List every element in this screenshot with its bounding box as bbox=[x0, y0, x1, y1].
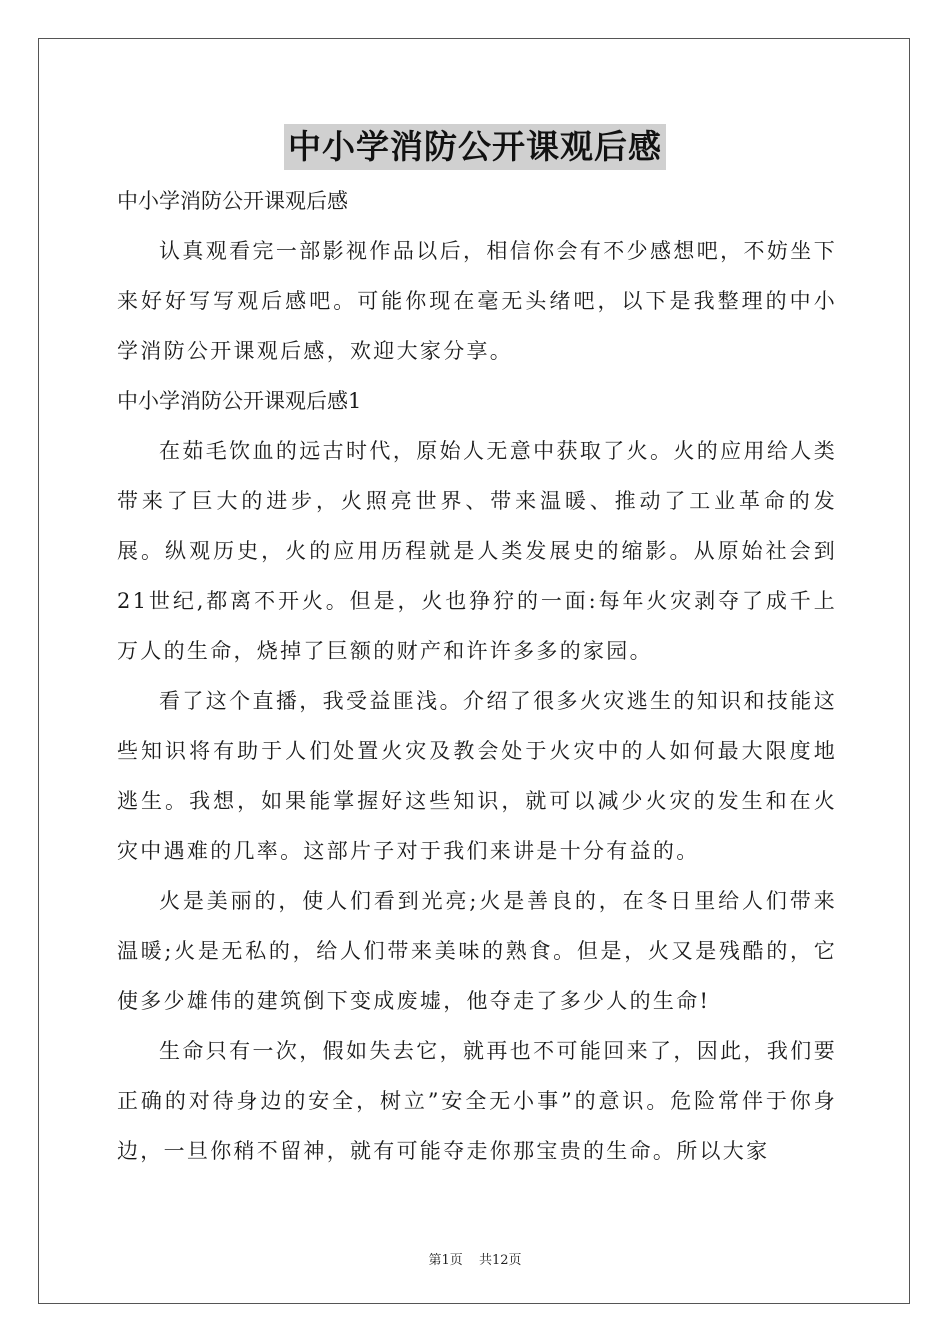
body-paragraph-4: 生命只有一次，假如失去它，就再也不可能回来了，因此，我们要正确的对待身边的安全，树立”安全无小事”的意识。危险常伴于你身边，一旦你稍不留神，就有可能夺走你那宝贵的生命。所以大家 bbox=[117, 1039, 837, 1163]
title-container bbox=[0, 124, 950, 170]
body-paragraph-2: 看了这个直播，我受益匪浅。介绍了很多火灾逃生的知识和技能这些知识将有助于人们处置火灾及教会处于火灾中的人如何最大限度地逃生。我想，如果能掌握好这些知识，就可以减少火灾的发生和在火灾中遇难的几率。这部片子对于我们来讲是十分有益的。 bbox=[117, 689, 837, 863]
document-body bbox=[117, 176, 837, 1176]
body-paragraph-1: 在茹毛饮血的远古时代，原始人无意中获取了火。火的应用给人类带来了巨大的进步，火照亮世界、带来温暖、推动了工业革命的发展。纵观历史，火的应用历程就是人类发展史的缩影。从原始社会到21世纪,都离不开火。但是，火也狰狞的一面:每年火灾剥夺了成千上万人的生命，烧掉了巨额的财产和许许多多的家园。 bbox=[117, 439, 837, 663]
intro-paragraph: 认真观看完一部影视作品以后，相信你会有不少感想吧，不妨坐下来好好写写观后感吧。可能你现在毫无头绪吧，以下是我整理的中小学消防公开课观后感，欢迎大家分享。 bbox=[117, 239, 837, 363]
section-heading: 中小学消防公开课观后感1 bbox=[117, 389, 362, 413]
page-number: 第1页 bbox=[428, 1253, 463, 1268]
document-title: 中小学消防公开课观后感 bbox=[284, 124, 666, 170]
page-footer bbox=[0, 1249, 950, 1268]
page-total: 共12页 bbox=[478, 1253, 522, 1268]
document-subtitle: 中小学消防公开课观后感 bbox=[117, 189, 348, 213]
body-paragraph-3: 火是美丽的，使人们看到光亮;火是善良的，在冬日里给人们带来温暖;火是无私的，给人们带来美味的熟食。但是，火又是残酷的，它使多少雄伟的建筑倒下变成废墟，他夺走了多少人的生命! bbox=[117, 889, 837, 1013]
